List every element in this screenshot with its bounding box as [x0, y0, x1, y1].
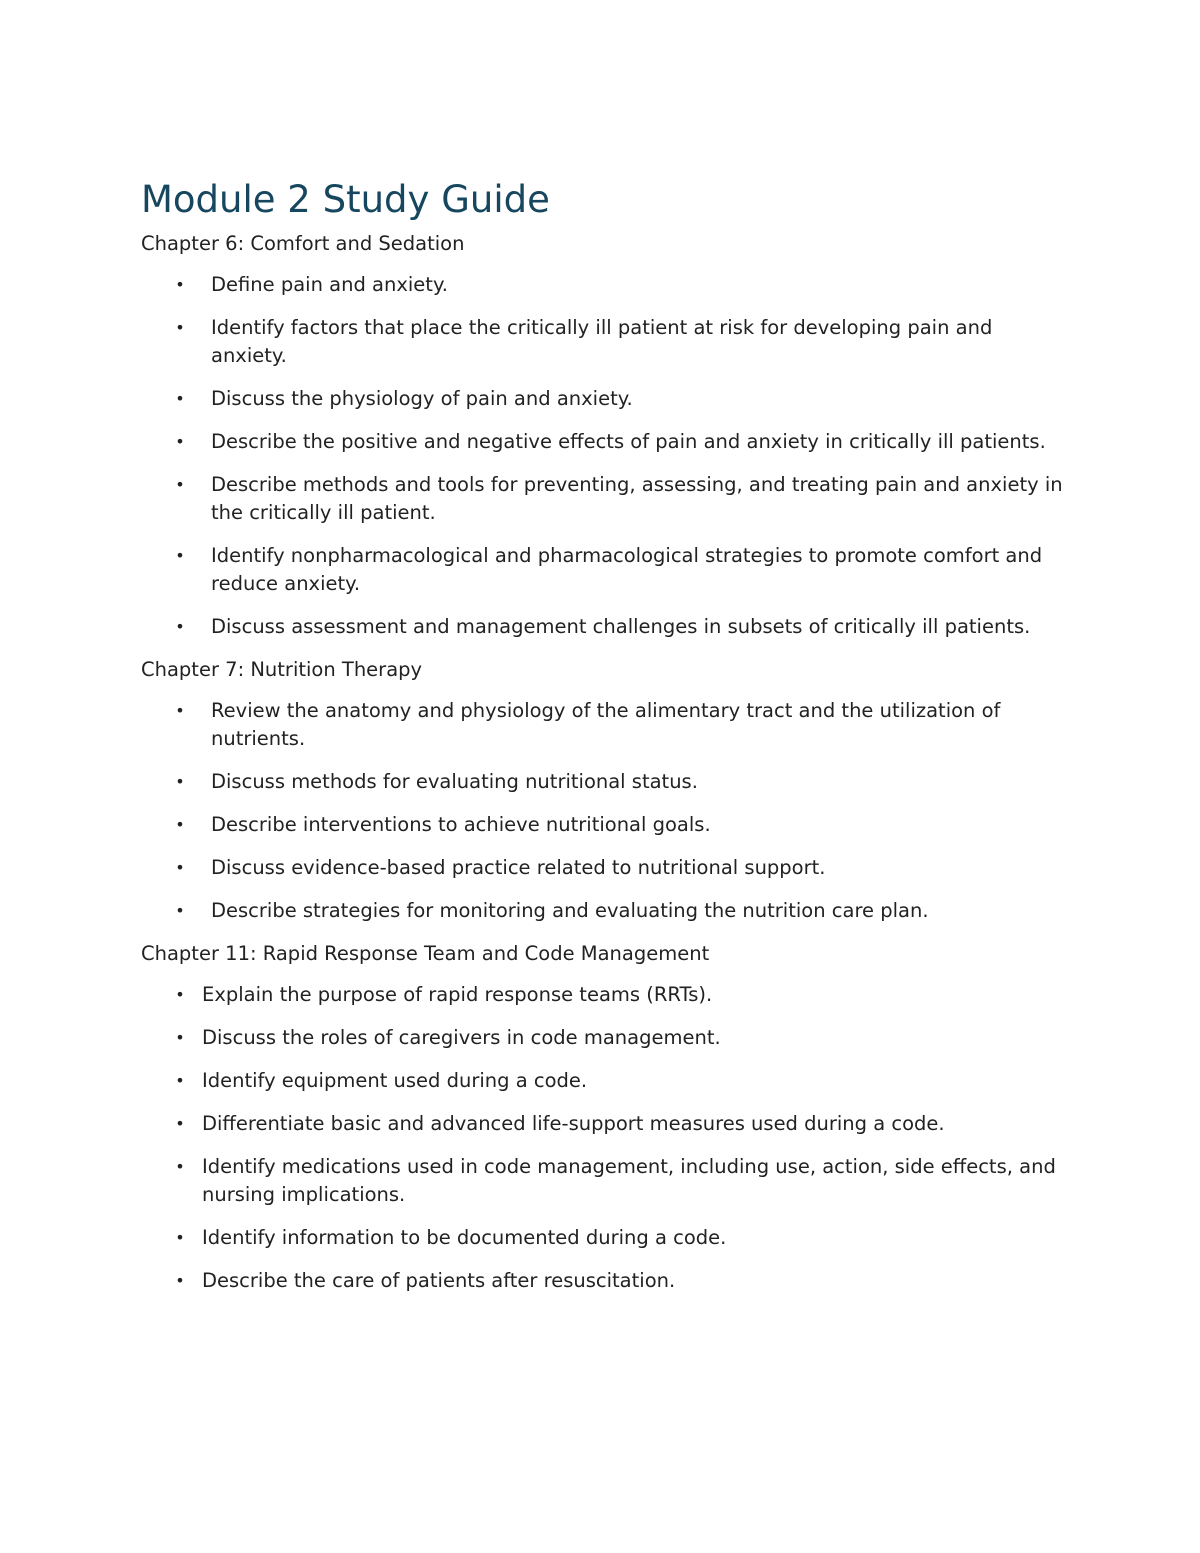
chapter-section: [141, 940, 1071, 1295]
objective-list: [141, 271, 1071, 641]
bullet-icon: •: [175, 1228, 185, 1247]
objective-list: [141, 981, 1071, 1295]
chapter-heading: Chapter 6: Comfort and Sedation: [141, 232, 465, 255]
bullet-icon: •: [175, 1157, 185, 1176]
list-item-text: Discuss evidence-based practice related to nutritional support.: [211, 856, 826, 879]
list-item: [141, 897, 1071, 925]
bullet-icon: •: [175, 701, 185, 720]
list-item-text: Identify medications used in code management, including use, action, side effects, and nursing implications.: [202, 1155, 1056, 1206]
list-item: [141, 1067, 1071, 1095]
list-item-text: Define pain and anxiety.: [211, 273, 448, 296]
chapter-section: [141, 656, 1071, 925]
list-item: [141, 811, 1071, 839]
list-item: [141, 981, 1071, 1009]
list-item: [141, 1224, 1071, 1252]
bullet-icon: •: [175, 858, 185, 877]
bullet-icon: •: [175, 772, 185, 791]
chapter-heading: Chapter 7: Nutrition Therapy: [141, 658, 423, 681]
bullet-icon: •: [175, 901, 185, 920]
bullet-icon: •: [175, 275, 185, 294]
list-item: [141, 542, 1071, 598]
list-item: [141, 768, 1071, 796]
list-item-text: Review the anatomy and physiology of the alimentary tract and the utilization of nutrients.: [211, 699, 1001, 750]
bullet-icon: •: [175, 1028, 185, 1047]
list-item-text: Identify information to be documented during a code.: [202, 1226, 727, 1249]
bullet-icon: •: [175, 318, 185, 337]
list-item-text: Identify factors that place the critically ill patient at risk for developing pain and anxiety.: [211, 316, 993, 367]
list-item-text: Discuss methods for evaluating nutritional status.: [211, 770, 698, 793]
list-item-text: Identify equipment used during a code.: [202, 1069, 588, 1092]
chapter-heading: Chapter 11: Rapid Response Team and Code Management: [141, 942, 710, 965]
list-item: [141, 854, 1071, 882]
list-item: [141, 697, 1071, 753]
bullet-icon: •: [175, 1071, 185, 1090]
list-item-text: Describe interventions to achieve nutritional goals.: [211, 813, 711, 836]
list-item: [141, 471, 1071, 527]
bullet-icon: •: [175, 617, 185, 636]
list-item: [141, 385, 1071, 413]
list-item: [141, 1153, 1071, 1209]
list-item-text: Differentiate basic and advanced life-support measures used during a code.: [202, 1112, 945, 1135]
bullet-icon: •: [175, 985, 185, 1004]
bullet-icon: •: [175, 475, 185, 494]
document-page: [141, 176, 1071, 1310]
list-item-text: Describe strategies for monitoring and evaluating the nutrition care plan.: [211, 899, 929, 922]
bullet-icon: •: [175, 389, 185, 408]
list-item: [141, 1024, 1071, 1052]
bullet-icon: •: [175, 815, 185, 834]
bullet-icon: •: [175, 1114, 185, 1133]
list-item-text: Discuss the physiology of pain and anxiety.: [211, 387, 633, 410]
bullet-icon: •: [175, 1271, 185, 1290]
list-item-text: Discuss assessment and management challenges in subsets of critically ill patients.: [211, 615, 1031, 638]
list-item-text: Identify nonpharmacological and pharmacological strategies to promote comfort and reduce anxiety.: [211, 544, 1043, 595]
list-item-text: Describe methods and tools for preventing, assessing, and treating pain and anxiety in the critically ill patient.: [211, 473, 1063, 524]
bullet-icon: •: [175, 546, 185, 565]
list-item: [141, 1267, 1071, 1295]
list-item: [141, 428, 1071, 456]
list-item-text: Discuss the roles of caregivers in code management.: [202, 1026, 721, 1049]
list-item: [141, 314, 1071, 370]
chapter-section: [141, 230, 1071, 641]
list-item-text: Describe the care of patients after resuscitation.: [202, 1269, 676, 1292]
document-title: Module 2 Study Guide: [141, 178, 550, 221]
list-item: [141, 271, 1071, 299]
bullet-icon: •: [175, 432, 185, 451]
list-item: [141, 1110, 1071, 1138]
list-item-text: Explain the purpose of rapid response teams (RRTs).: [202, 983, 713, 1006]
objective-list: [141, 697, 1071, 925]
list-item-text: Describe the positive and negative effects of pain and anxiety in critically ill patients.: [211, 430, 1046, 453]
list-item: [141, 613, 1071, 641]
